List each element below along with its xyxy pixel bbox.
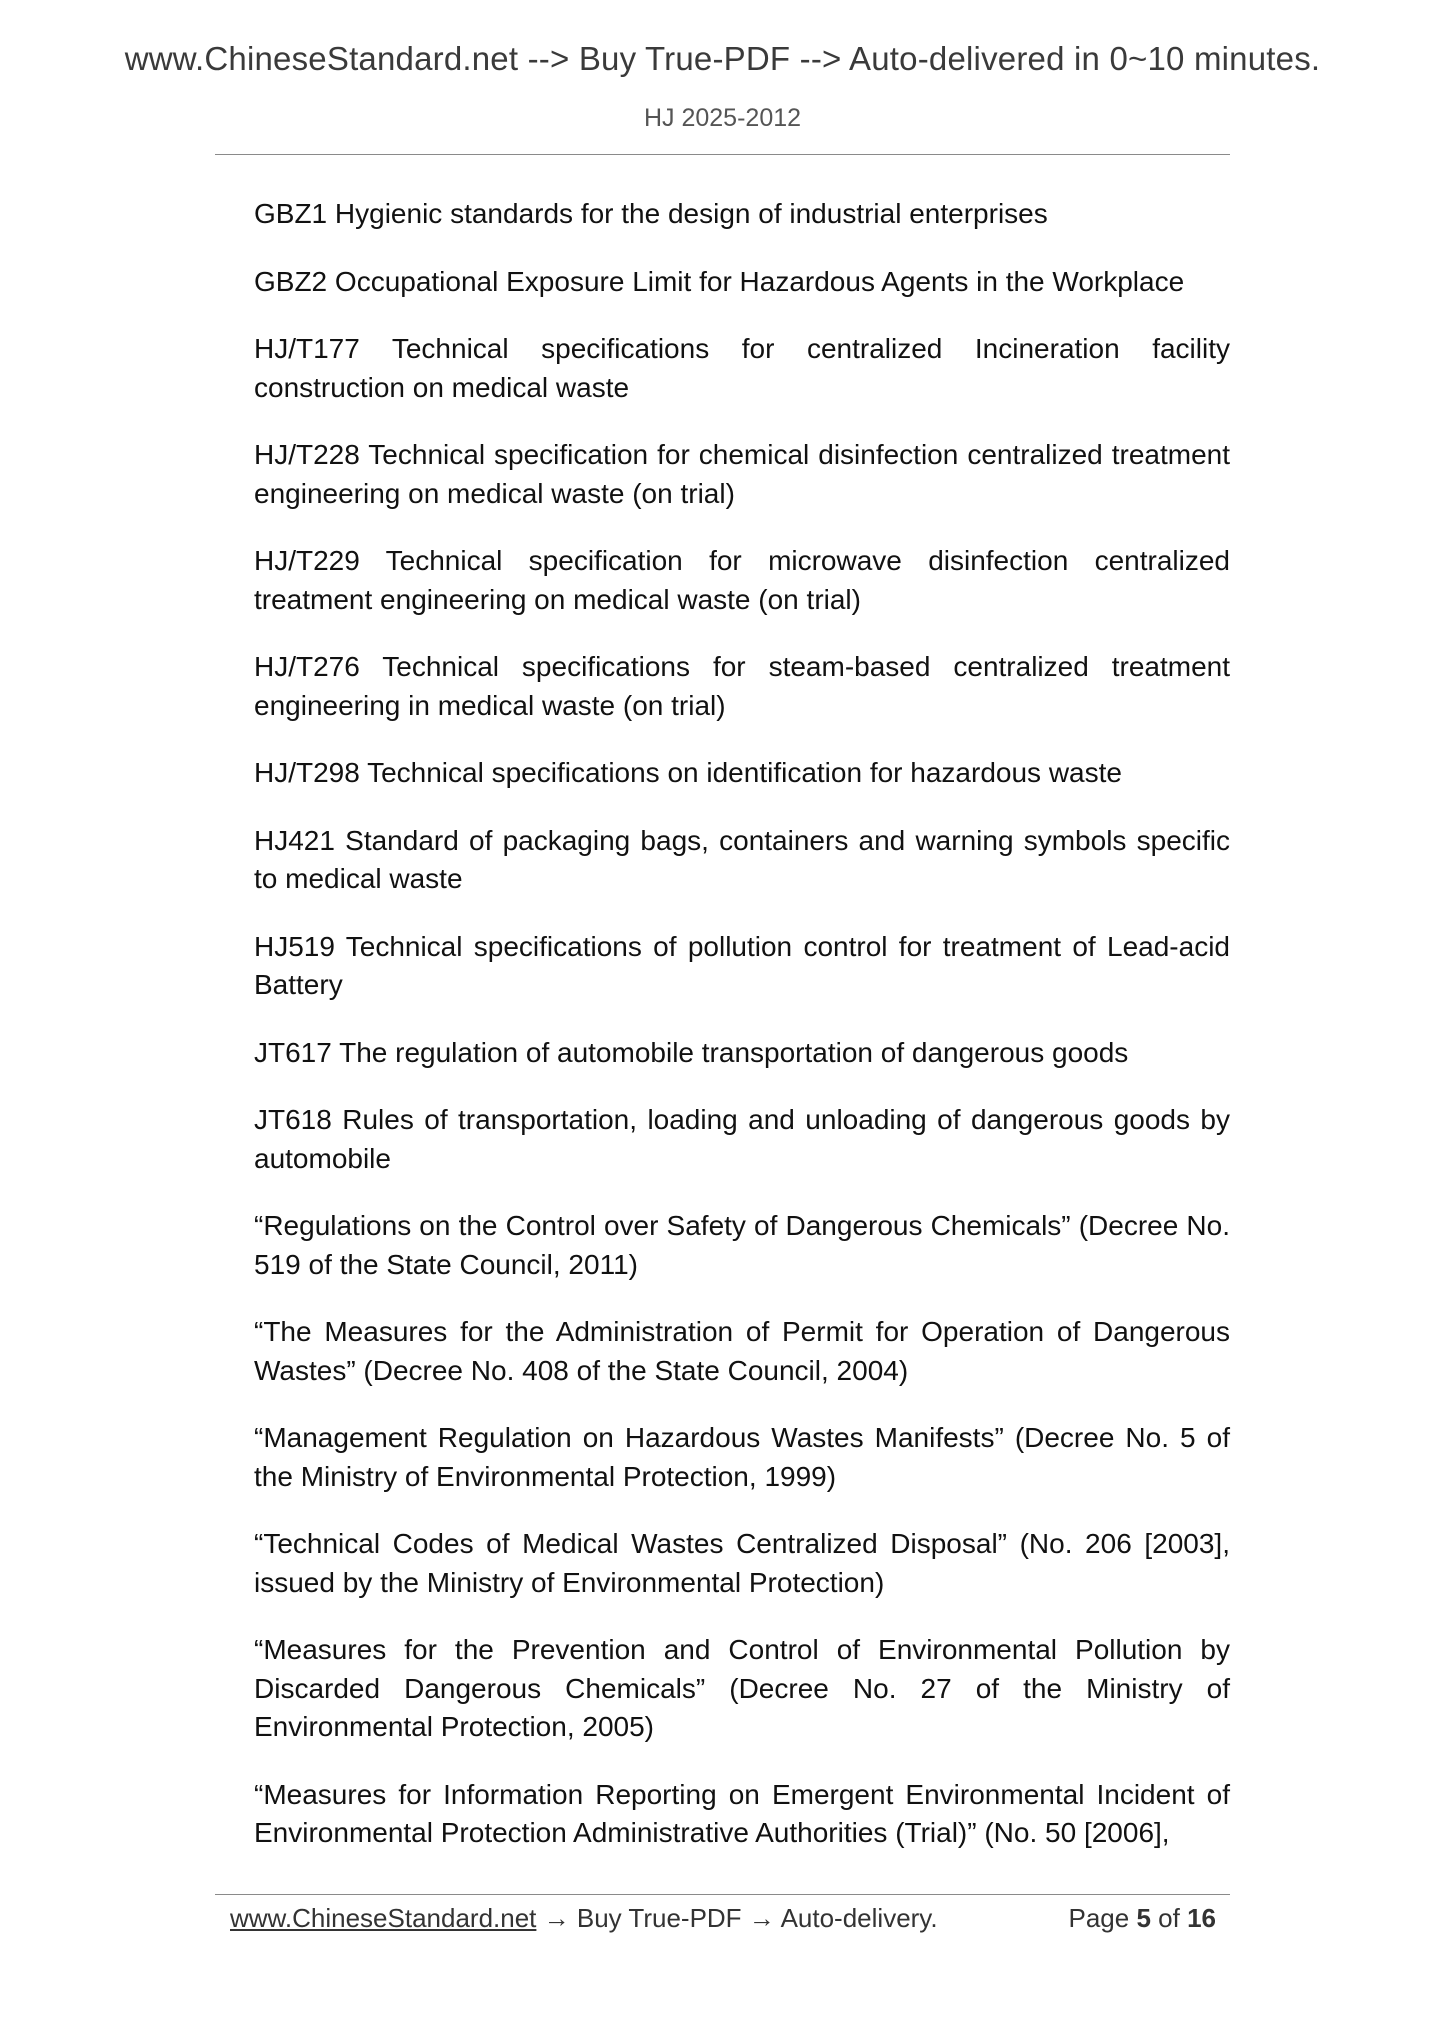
total-pages: 16 (1187, 1903, 1216, 1933)
chinesestandard-link[interactable]: www.ChineseStandard.net (230, 1903, 537, 1933)
reference-item: “The Measures for the Administration of Permit for Operation of Dangerous Wastes” (Decree No. 408 of the State Council, 2004) (254, 1316, 1230, 1386)
footer-promo (230, 1897, 938, 1939)
reference-item: “Measures for Information Reporting on Emergent Environmental Incident of Environmental Protection Administrative Authorities (Trial)” (No. 50 [2006], (254, 1778, 1230, 1848)
page-number: 5 (1136, 1903, 1151, 1933)
footer-promo-text: → Buy True-PDF → Auto-delivery. (536, 1903, 938, 1933)
reference-item: HJ519 Technical specifications of pollution control for treatment of Lead-acid Battery (254, 930, 1230, 1000)
reference-item: JT617 The regulation of automobile transportation of dangerous goods (254, 1036, 1129, 1068)
reference-item: HJ/T228 Technical specification for chemical disinfection centralized treatment engineering on medical waste (on trial) (254, 439, 1230, 509)
document-code: HJ 2025-2012 (643, 104, 802, 132)
reference-item: “Management Regulation on Hazardous Wastes Manifests” (Decree No. 5 of the Ministry of Environmental Protection, 1999) (254, 1422, 1230, 1492)
reference-item: HJ/T229 Technical specification for microwave disinfection centralized treatment engineering on medical waste (on trial) (254, 545, 1230, 615)
reference-item: HJ421 Standard of packaging bags, containers and warning symbols specific to medical waste (254, 824, 1230, 894)
footer-divider (215, 1894, 1230, 1895)
page-indicator (1068, 1897, 1216, 1939)
page-label: Page (1068, 1903, 1130, 1933)
reference-item: GBZ1 Hygienic standards for the design of industrial enterprises (254, 198, 1048, 229)
reference-item: HJ/T298 Technical specifications on identification for hazardous waste (254, 757, 1122, 788)
reference-item: “Technical Codes of Medical Wastes Centralized Disposal” (No. 206 [2003], issued by the Ministry of Environmental Protection) (254, 1528, 1230, 1598)
reference-item: “Measures for the Prevention and Control of Environmental Pollution by Discarded Dangerous Chemicals” (Decree No. 27 of the Ministry of Environmental Protection, 2005) (254, 1634, 1230, 1742)
reference-item: HJ/T276 Technical specifications for steam-based centralized treatment engineering in medical waste (on trial) (254, 651, 1230, 721)
reference-item: HJ/T177 Technical specifications for centralized Incineration facility construction on medical waste (254, 333, 1230, 403)
reference-item: JT618 Rules of transportation, loading and unloading of dangerous goods by automobile (254, 1104, 1230, 1174)
reference-item: GBZ2 Occupational Exposure Limit for Hazardous Agents in the Workplace (254, 265, 1185, 297)
header-divider (215, 154, 1230, 155)
top-banner: www.ChineseStandard.net --> Buy True-PDF --> Auto-delivered in 0~10 minutes. (124, 40, 1321, 77)
of-label: of (1158, 1903, 1180, 1933)
reference-item: “Regulations on the Control over Safety of Dangerous Chemicals” (Decree No. 519 of the State Council, 2011) (254, 1210, 1230, 1280)
normative-references-list (254, 195, 1230, 1882)
page-footer (215, 1897, 1230, 1941)
